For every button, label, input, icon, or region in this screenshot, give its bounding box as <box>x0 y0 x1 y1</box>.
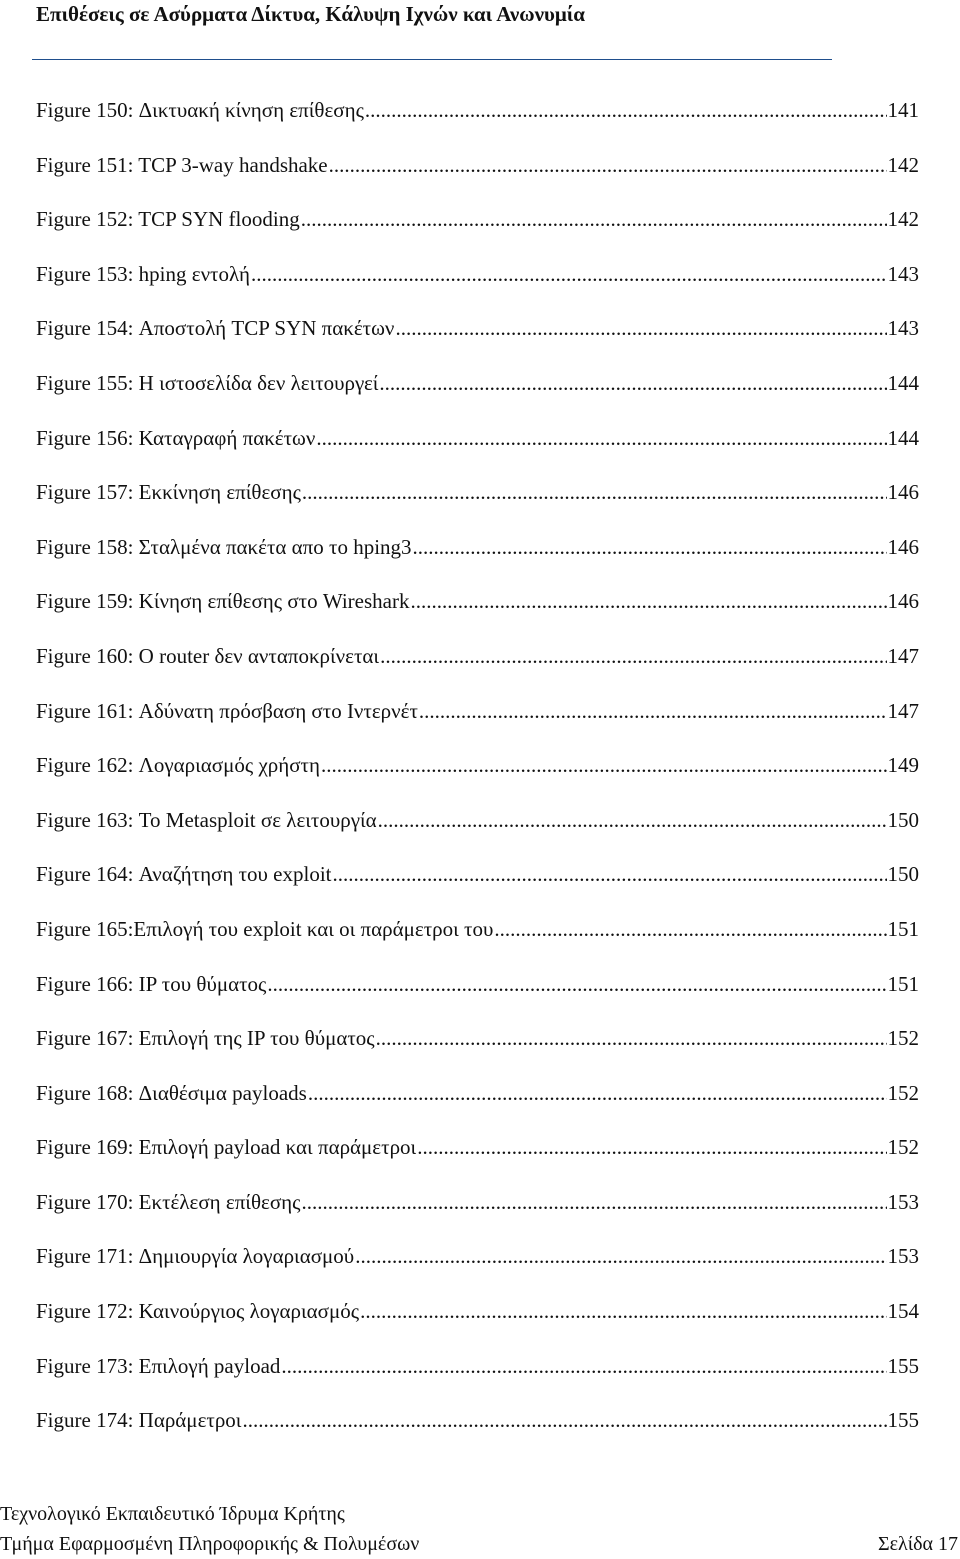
dot-leader <box>329 145 887 185</box>
toc-entry-label: Figure 174: Παράμετροι <box>36 1408 242 1433</box>
toc-entry-page: 152 <box>887 1026 919 1051</box>
toc-entry[interactable] <box>36 472 919 527</box>
toc-entry-label: Figure 166: IP του θύματος <box>36 971 267 996</box>
toc-entry[interactable] <box>36 1291 919 1346</box>
toc-entry[interactable] <box>36 1073 919 1128</box>
toc-entry[interactable] <box>36 363 919 418</box>
toc-entry-page: 142 <box>887 152 919 177</box>
toc-entry[interactable] <box>36 581 919 636</box>
toc-entry-label: Figure 160: O router δεν ανταποκρίνεται <box>36 643 380 668</box>
toc-entry-page: 142 <box>887 207 919 232</box>
toc-entry[interactable] <box>36 800 919 855</box>
toc-entry-label: Figure 159: Κίνηση επίθεσης στο Wireshark <box>36 589 410 614</box>
toc-entry-page: 141 <box>887 98 919 122</box>
toc-entry[interactable] <box>36 854 919 909</box>
toc-entry-page: 146 <box>887 534 919 559</box>
toc-entry[interactable] <box>36 90 919 145</box>
toc-entry-page: 146 <box>887 589 919 614</box>
toc-entry[interactable] <box>36 745 919 800</box>
toc-entry-label: Figure 171: Δημιουργία λογαριασμού <box>36 1244 355 1269</box>
toc-entry[interactable] <box>36 199 919 254</box>
dot-leader <box>360 1291 886 1331</box>
toc-entry-label: Figure 156: Καταγραφή πακέτων <box>36 425 316 450</box>
toc-entry[interactable] <box>36 1127 919 1182</box>
toc-entry[interactable] <box>36 527 919 582</box>
toc-entry[interactable] <box>36 1236 919 1291</box>
dot-leader <box>251 254 887 294</box>
toc-entry-page: 151 <box>887 971 919 996</box>
toc-entry-page: 143 <box>887 316 919 341</box>
toc-entry-page: 153 <box>887 1244 919 1269</box>
toc-entry-label: Figure 167: Επιλογή της IP του θύματος <box>36 1026 375 1051</box>
header-divider <box>32 59 832 60</box>
toc-entry[interactable] <box>36 418 919 473</box>
toc-entry-label: Figure 157: Εκκίνηση επίθεσης <box>36 480 301 505</box>
toc-entry-label: Figure 155: Η ιστοσελίδα δεν λειτουργεί <box>36 370 379 395</box>
toc-entry[interactable] <box>36 691 919 746</box>
toc-entry-label: Figure 168: Διαθέσιμα payloads <box>36 1080 307 1105</box>
toc-entry-page: 152 <box>887 1135 919 1160</box>
dot-leader <box>302 472 887 512</box>
dot-leader <box>267 964 886 1004</box>
toc-entry-page: 149 <box>887 753 919 778</box>
toc-entry-label: Figure 165:Επιλογή του exploit και οι παράμετροι του <box>36 916 494 941</box>
footer-department: Τμήμα Εφαρμοσμένη Πληροφορικής & Πολυμέσων <box>0 1533 420 1555</box>
toc-entry-page: 144 <box>887 370 919 395</box>
dot-leader <box>417 1127 886 1167</box>
dot-leader <box>376 1018 887 1058</box>
toc-entry-page: 155 <box>887 1353 919 1378</box>
dot-leader <box>410 581 886 621</box>
dot-leader <box>379 363 886 403</box>
dot-leader <box>316 418 886 458</box>
toc-entry-label: Figure 170: Εκτέλεση επίθεσης <box>36 1189 301 1214</box>
toc-entry-page: 155 <box>887 1408 919 1433</box>
toc-entry-label: Figure 163: Το Metasploit σε λειτουργία <box>36 807 377 832</box>
dot-leader <box>365 90 887 130</box>
toc-entry-label: Figure 164: Αναζήτηση του exploit <box>36 862 332 887</box>
dot-leader <box>395 308 886 348</box>
toc-entry-page: 147 <box>887 698 919 723</box>
toc-entry-label: Figure 158: Σταλμένα πακέτα απο το hping3 <box>36 534 412 559</box>
toc-entry-label: Figure 151: TCP 3-way handshake <box>36 152 328 177</box>
dot-leader <box>378 800 887 840</box>
dot-leader <box>301 1182 886 1222</box>
toc-entry-label: Figure 172: Καινούργιος λογαριασμός <box>36 1299 360 1324</box>
page-header-title: Επιθέσεις σε Ασύρματα Δίκτυα, Κάλυψη Ιχνών και Ανωνυμία <box>36 2 586 26</box>
toc-entry-page: 147 <box>887 643 919 668</box>
dot-leader <box>355 1236 886 1276</box>
toc-entry[interactable] <box>36 909 919 964</box>
toc-entry-label: Figure 152: TCP SYN flooding <box>36 207 300 232</box>
toc-entry[interactable] <box>36 1018 919 1073</box>
dot-leader <box>242 1400 886 1440</box>
footer-institution: Τεχνολογικό Εκπαιδευτικό Ίδρυμα Κρήτης <box>0 1503 345 1525</box>
footer-page-number: Σελίδα 17 <box>877 1533 958 1555</box>
toc-entry-page: 153 <box>887 1189 919 1214</box>
toc-entry-page: 151 <box>887 916 919 941</box>
toc-entry-page: 152 <box>887 1080 919 1105</box>
toc-entry-page: 146 <box>887 480 919 505</box>
dot-leader <box>333 854 887 894</box>
toc-entry-label: Figure 161: Αδύνατη πρόσβαση στο Ιντερνέτ <box>36 698 418 723</box>
dot-leader <box>308 1073 887 1113</box>
toc-entry[interactable] <box>36 145 919 200</box>
dot-leader <box>321 745 887 785</box>
toc-entry-page: 143 <box>887 261 919 286</box>
toc-entry-page: 144 <box>887 425 919 450</box>
toc-entry[interactable] <box>36 254 919 309</box>
dot-leader <box>413 527 887 567</box>
dot-leader <box>281 1346 886 1386</box>
toc-entry-label: Figure 169: Επιλογή payload και παράμετροι <box>36 1135 417 1160</box>
toc-entry-page: 154 <box>887 1299 919 1324</box>
dot-leader <box>494 909 886 949</box>
toc-entry[interactable] <box>36 1400 919 1455</box>
toc-entry-label: Figure 162: Λογαριασμός χρήστη <box>36 753 320 778</box>
toc-entry[interactable] <box>36 1182 919 1237</box>
toc-entry-label: Figure 154: Αποστολή TCP SYN πακέτων <box>36 316 395 341</box>
toc-entry-label: Figure 173: Επιλογή payload <box>36 1353 281 1378</box>
toc-entry[interactable] <box>36 1346 919 1401</box>
toc-entry-label: Figure 150: Δικτυακή κίνηση επίθεσης <box>36 98 364 122</box>
dot-leader <box>301 199 887 239</box>
toc-entry[interactable] <box>36 964 919 1019</box>
toc-entry[interactable] <box>36 308 919 363</box>
toc-entry[interactable] <box>36 636 919 691</box>
toc-entry-label: Figure 153: hping εντολή <box>36 261 250 286</box>
footer-row <box>0 1533 960 1556</box>
toc-entry-page: 150 <box>887 862 919 887</box>
table-of-figures <box>36 90 919 1455</box>
toc-entry-page: 150 <box>887 807 919 832</box>
dot-leader <box>380 636 886 676</box>
dot-leader <box>419 691 887 731</box>
